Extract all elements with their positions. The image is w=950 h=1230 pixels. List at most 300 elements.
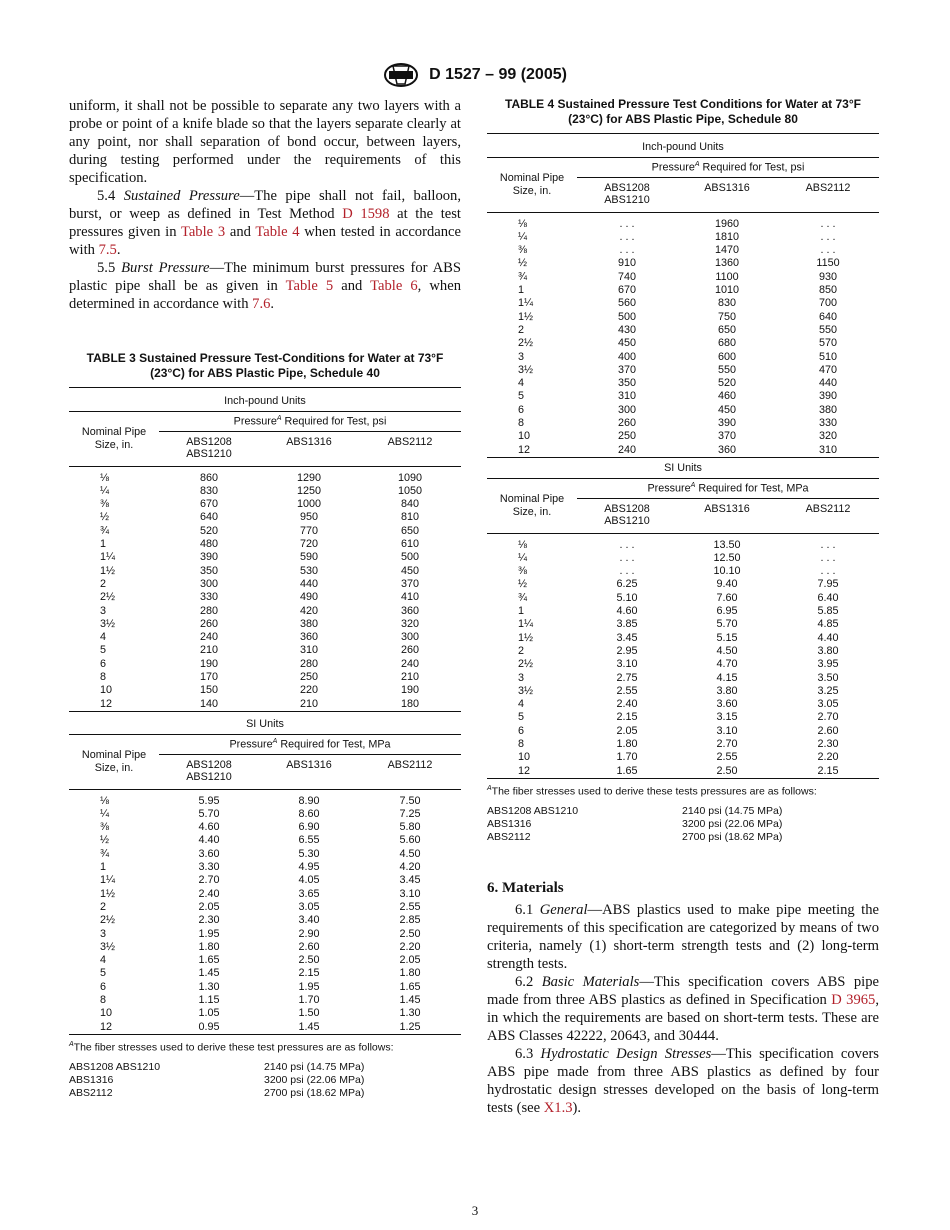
pressure-cell: 720	[299, 538, 318, 551]
table-row	[487, 592, 879, 605]
pressure-cell: 250	[299, 671, 318, 684]
pipe-size-cell: 1	[100, 538, 107, 551]
pressure-cell: 4.85	[817, 618, 839, 631]
para-text: , in which the requirements are based on short-term tests. These are ABS Classes 42222, 20643, and 30444.	[487, 992, 879, 1045]
link-table3[interactable]: Table 3	[180, 224, 226, 240]
pipe-size-cell: 12	[518, 764, 531, 777]
col-header-abs2112: ABS2112	[387, 758, 433, 771]
pressure-cell: 810	[400, 511, 419, 524]
table-row	[69, 631, 461, 644]
size-header-line2: Size, in.	[512, 505, 552, 518]
pressure-cell: 260	[199, 617, 218, 630]
pressure-cell: 2.55	[616, 684, 638, 697]
pressure-cell: 2.90	[298, 927, 320, 940]
link-table6[interactable]: Table 6	[370, 278, 418, 294]
pipe-size-cell: 8	[100, 671, 107, 684]
pipe-size-cell: 10	[518, 430, 531, 443]
table-row	[487, 404, 879, 417]
pressure-cell: 1.05	[198, 1007, 220, 1020]
pressure-cell: 310	[617, 390, 636, 403]
col-header-abs1316: ABS1316	[704, 502, 750, 515]
paragraph-5-5	[69, 259, 461, 313]
link-d1598[interactable]: D 1598	[342, 206, 390, 222]
table4-footnote	[487, 785, 879, 798]
pressure-cell: 13.50	[713, 538, 741, 551]
pressure-cell: 2.05	[616, 724, 638, 737]
footnote-text: The fiber stresses used to derive these test pressures are as follows:	[73, 1041, 394, 1054]
page-header	[0, 62, 950, 88]
para-text: , when determined in accordance with	[69, 278, 461, 312]
col-header-abs2112: ABS2112	[387, 435, 433, 448]
pipe-size-cell: 4	[518, 698, 525, 711]
table-3	[69, 351, 461, 1100]
pressure-cell: . . .	[820, 244, 836, 257]
table3-caption-2: (23°C) for ABS Plastic Pipe, Schedule 40	[150, 366, 380, 380]
table-row	[69, 671, 461, 684]
pressure-cell: 1250	[296, 484, 322, 497]
table-row	[487, 271, 879, 284]
para-text: and	[333, 278, 371, 294]
pressure-cell: . . .	[820, 230, 836, 243]
pressure-cell: 3.65	[298, 887, 320, 900]
pipe-size-cell: ½	[100, 834, 110, 847]
pressure-cell: 330	[818, 417, 837, 430]
section-6	[487, 880, 879, 1117]
table-row	[69, 901, 461, 914]
col-header-abs2112: ABS2112	[805, 502, 851, 515]
pressure-cell: 590	[299, 551, 318, 564]
pipe-size-cell: 1½	[518, 310, 534, 323]
pressure-cell: 320	[400, 617, 419, 630]
para-title: General	[539, 902, 588, 919]
table-row	[69, 888, 461, 901]
pipe-size-cell: ⅛	[100, 794, 110, 807]
table-row	[487, 364, 879, 377]
pressure-cell: 4.05	[298, 874, 320, 887]
pressure-cell: 300	[400, 631, 419, 644]
col-header-abs1210: ABS1210	[186, 770, 232, 783]
pressure-cell: 500	[617, 310, 636, 323]
pipe-size-cell: ¼	[518, 551, 528, 564]
pressure-cell: 5.85	[817, 605, 839, 618]
pressure-cell: . . .	[619, 538, 635, 551]
pressure-cell: . . .	[820, 538, 836, 551]
table-row	[487, 231, 879, 244]
col-header-abs1316: ABS1316	[704, 181, 750, 194]
pressure-cell: 4.60	[616, 605, 638, 618]
pressure-cell: 210	[299, 697, 318, 710]
table-row	[69, 485, 461, 498]
table-row	[487, 711, 879, 724]
pressure-cell: 2.70	[817, 711, 839, 724]
pressure-cell: 570	[818, 337, 837, 350]
pressure-cell: 1.45	[198, 967, 220, 980]
pressure-cell: 250	[617, 430, 636, 443]
pressure-cell: 700	[818, 297, 837, 310]
pressure-cell: 4.20	[399, 861, 421, 874]
pipe-size-cell: 10	[100, 1007, 113, 1020]
table-row	[487, 751, 879, 764]
pressure-cell: 8.60	[298, 807, 320, 820]
pipe-size-cell: 2½	[100, 914, 116, 927]
table-row	[69, 848, 461, 861]
footnote-mark: A	[69, 1040, 74, 1048]
pressure-cell: 2.40	[198, 887, 220, 900]
pressure-cell: 950	[299, 511, 318, 524]
pipe-size-cell: ⅜	[100, 498, 110, 511]
table-4	[487, 97, 879, 844]
table3-footnote-list	[69, 1061, 461, 1100]
pressure-cell: 170	[199, 671, 218, 684]
pressure-cell: 3.05	[298, 900, 320, 913]
link-d3965[interactable]: D 3965	[831, 992, 876, 1009]
table-row	[487, 244, 879, 257]
fiber-stress: 3200 psi (22.06 MPa)	[682, 818, 783, 831]
link-x1-3[interactable]: X1.3	[543, 1100, 573, 1117]
pressure-cell: 300	[617, 403, 636, 416]
para-text: —ABS plastics used to make pipe meeting the requirements of this specification are categorized by means of two criteria, namely (1) short-term strength tests and (2) long-term strength tests.	[487, 902, 879, 973]
table-row	[487, 685, 879, 698]
pipe-size-cell: 3½	[518, 363, 534, 376]
pipe-size-cell: ⅛	[518, 217, 528, 230]
pipe-size-cell: 2½	[518, 658, 534, 671]
link-7-6[interactable]: 7.6	[252, 296, 271, 312]
table-row	[69, 1007, 461, 1020]
table-row	[69, 538, 461, 551]
pressure-cell: 240	[617, 443, 636, 456]
size-header-line2: Size, in.	[512, 184, 552, 197]
pressure-cell: 440	[299, 577, 318, 590]
table-row	[487, 565, 879, 578]
para-text: —This specification covers ABS pipe made from three ABS plastics as defined in Specification	[487, 974, 879, 1009]
footnote-item	[487, 818, 879, 831]
pressure-cell: 390	[199, 551, 218, 564]
pressure-cell: 610	[400, 538, 419, 551]
pressure-cell: 310	[818, 443, 837, 456]
col-header-abs1210: ABS1210	[186, 447, 232, 460]
pressure-cell: 440	[818, 377, 837, 390]
col-header-abs1210: ABS1210	[604, 193, 650, 206]
pressure-cell: 3.45	[616, 631, 638, 644]
pipe-size-cell: ½	[100, 511, 110, 524]
pressure-cell: . . .	[820, 217, 836, 230]
table-row	[487, 284, 879, 297]
size-header	[69, 734, 159, 789]
pressure-cell: 860	[199, 471, 218, 484]
pipe-size-cell: 10	[100, 684, 113, 697]
pressure-cell: 1.95	[198, 927, 220, 940]
table-row	[487, 578, 879, 591]
table-row	[69, 498, 461, 511]
units-label: SI Units	[664, 461, 702, 474]
pressure-cell: 1290	[296, 471, 322, 484]
units-label: Inch-pound Units	[642, 141, 724, 153]
pipe-size-cell: 1½	[100, 564, 116, 577]
col-header-abs1208	[159, 431, 259, 448]
table4-psi-body	[487, 212, 879, 457]
pressure-cell: 670	[617, 284, 636, 297]
pressure-cell: 2.40	[616, 698, 638, 711]
pressure-cell: 450	[400, 564, 419, 577]
pressure-cell: . . .	[619, 217, 635, 230]
footnote-mark: A	[487, 784, 492, 792]
table-row	[487, 257, 879, 270]
footnote-mark: A	[272, 737, 278, 745]
table-row	[69, 834, 461, 847]
pressure-header	[577, 478, 879, 498]
pipe-size-cell: 1½	[100, 887, 116, 900]
table-row	[69, 618, 461, 631]
pressure-cell: 360	[717, 443, 736, 456]
pressure-cell: 0.95	[198, 1020, 220, 1033]
pressure-cell: . . .	[820, 565, 836, 578]
table-row	[69, 1021, 461, 1035]
pipe-size-cell: 8	[518, 737, 525, 750]
table-row	[69, 808, 461, 821]
footnote-item	[487, 805, 879, 818]
pressure-cell: 300	[199, 577, 218, 590]
table-row	[487, 645, 879, 658]
pressure-cell: 6.55	[298, 834, 320, 847]
table-row	[69, 914, 461, 927]
col-header-abs1316: ABS1316	[286, 435, 332, 448]
size-header	[487, 158, 577, 213]
table4-mpa	[487, 457, 879, 779]
pipe-size-cell: 12	[100, 697, 113, 710]
pressure-cell: 850	[818, 284, 837, 297]
pressure-cell: 2.60	[817, 724, 839, 737]
pressure-cell: 3.15	[716, 711, 738, 724]
pressure-cell: 550	[717, 363, 736, 376]
pressure-cell: 4.50	[716, 644, 738, 657]
table3-mpa-body	[69, 789, 461, 1034]
pressure-cell: 7.95	[817, 578, 839, 591]
pipe-size-cell: 1½	[518, 631, 534, 644]
para-title: Sustained Pressure	[123, 188, 240, 204]
pressure-cell: 520	[717, 377, 736, 390]
table4-caption-1: TABLE 4 Sustained Pressure Test Conditions for Water at 73°F	[505, 97, 861, 111]
material-class: ABS1316	[487, 818, 532, 831]
pressure-cell: 360	[400, 604, 419, 617]
pressure-cell: 2.50	[298, 954, 320, 967]
para-text: —The pipe shall not fail, balloon, burst, or weep as defined in Test Method	[69, 188, 461, 222]
material-class: ABS1316	[69, 1074, 114, 1087]
pressure-cell: 1.70	[616, 751, 638, 764]
pressure-cell: 840	[400, 498, 419, 511]
table-row	[69, 941, 461, 954]
pressure-cell: 370	[617, 363, 636, 376]
size-header-line1: Nominal Pipe	[81, 425, 147, 438]
footnote-item	[69, 1087, 461, 1100]
pressure-cell: 2.60	[298, 940, 320, 953]
table-row	[69, 861, 461, 874]
pressure-cell: 4.15	[716, 671, 738, 684]
table-row	[487, 618, 879, 631]
link-table5[interactable]: Table 5	[285, 278, 334, 294]
pipe-size-cell: 3½	[100, 940, 116, 953]
paragraph-5-3-cont: uniform, it shall not be possible to separate any two layers with a probe or point of a knife blade so that the layers separate clearly at any point, nor shall separation of bond occur, between layers, during testing performed under the requirements of this specification.	[69, 98, 461, 186]
footnote-mark: A	[690, 481, 696, 489]
pressure-cell: 1050	[397, 484, 423, 497]
col-header-abs1208: ABS1208	[604, 502, 650, 515]
table4-caption-2: (23°C) for ABS Plastic Pipe, Schedule 80	[568, 112, 798, 126]
pressure-cell: 2.95	[616, 644, 638, 657]
pressure-cell: 1360	[714, 257, 740, 270]
para-title: Basic Materials	[541, 974, 640, 991]
pressure-word: Pressure	[651, 161, 695, 174]
pressure-cell: 600	[717, 350, 736, 363]
pressure-cell: 5.10	[616, 591, 638, 604]
pressure-cell: . . .	[619, 230, 635, 243]
pipe-size-cell: 1	[518, 605, 525, 618]
pressure-cell: 650	[400, 524, 419, 537]
pressure-rest: Required for Test, psi	[281, 415, 387, 428]
pressure-cell: 6.40	[817, 591, 839, 604]
pressure-cell: 210	[199, 644, 218, 657]
pressure-rest: Required for Test, MPa	[277, 738, 391, 751]
pipe-size-cell: ¼	[100, 807, 110, 820]
pressure-word: Pressure	[229, 738, 273, 751]
pipe-size-cell: 5	[518, 390, 525, 403]
pipe-size-cell: ¾	[518, 270, 528, 283]
para-title: Hydrostatic Design Stresses	[540, 1046, 712, 1063]
pressure-cell: 530	[299, 564, 318, 577]
material-class: ABS1208 ABS1210	[69, 1061, 161, 1074]
pipe-size-cell: 3	[518, 671, 525, 684]
table-row	[487, 533, 879, 552]
fiber-stress: 2140 psi (14.75 MPa)	[264, 1061, 365, 1074]
pressure-word: Pressure	[647, 482, 691, 495]
pressure-cell: 1.50	[298, 1007, 320, 1020]
pressure-cell: 450	[617, 337, 636, 350]
link-table4[interactable]: Table 4	[255, 224, 300, 240]
table-row	[69, 789, 461, 808]
pressure-cell: 310	[299, 644, 318, 657]
pipe-size-cell: 6	[518, 724, 525, 737]
para-num: 5.5	[97, 260, 116, 276]
pressure-cell: 1.45	[399, 993, 421, 1006]
pressure-cell: 3.50	[817, 671, 839, 684]
pressure-cell: 3.30	[198, 861, 220, 874]
pressure-cell: 5.80	[399, 821, 421, 834]
pressure-cell: 7.60	[716, 591, 738, 604]
size-header	[69, 412, 159, 467]
pipe-size-cell: 1¼	[518, 618, 534, 631]
table-row	[69, 698, 461, 711]
table-row	[487, 444, 879, 457]
pipe-size-cell: 2½	[100, 591, 116, 604]
pipe-size-cell: 4	[100, 954, 107, 967]
table-row	[69, 591, 461, 604]
pressure-cell: 2.75	[616, 671, 638, 684]
paragraph-6-2	[487, 973, 879, 1045]
pressure-cell: 1000	[296, 498, 322, 511]
table-row	[69, 967, 461, 980]
pressure-cell: 2.30	[817, 737, 839, 750]
pressure-cell: 830	[199, 484, 218, 497]
table-row	[487, 337, 879, 350]
pressure-cell: 330	[199, 591, 218, 604]
pressure-cell: 1.70	[298, 993, 320, 1006]
table-row	[487, 212, 879, 231]
table3-footnote	[69, 1041, 461, 1054]
pipe-size-cell: 2½	[518, 337, 534, 350]
pressure-cell: 6.95	[716, 605, 738, 618]
pressure-cell: 260	[617, 417, 636, 430]
table-row	[487, 430, 879, 443]
table3-psi	[69, 387, 461, 711]
pressure-cell: 1.80	[198, 940, 220, 953]
pressure-cell: 2.55	[716, 751, 738, 764]
pressure-cell: 3.95	[817, 658, 839, 671]
table-row	[69, 578, 461, 591]
size-header-line1: Nominal Pipe	[81, 748, 147, 761]
pressure-cell: 430	[617, 323, 636, 336]
pressure-cell: 3.25	[817, 684, 839, 697]
pressure-cell: 280	[199, 604, 218, 617]
paragraph-6-3	[487, 1045, 879, 1117]
pressure-cell: 650	[717, 323, 736, 336]
para-text: .	[116, 242, 121, 258]
pressure-cell: 750	[717, 310, 736, 323]
size-header-line1: Nominal Pipe	[499, 492, 565, 505]
pressure-cell: 1.65	[198, 954, 220, 967]
astm-logo-icon	[383, 62, 419, 88]
pressure-cell: 1150	[816, 257, 840, 270]
pipe-size-cell: ½	[518, 257, 528, 270]
pressure-cell: 2.70	[198, 874, 220, 887]
pressure-cell: 380	[299, 617, 318, 630]
pressure-cell: 6.90	[298, 821, 320, 834]
size-header-line2: Size, in.	[94, 761, 134, 774]
table-row	[69, 525, 461, 538]
pressure-cell: 1960	[714, 217, 740, 230]
para-num: 6.1	[515, 902, 534, 919]
pressure-cell: 390	[818, 390, 837, 403]
pipe-size-cell: 1¼	[100, 551, 116, 564]
footnote-item	[69, 1061, 461, 1074]
pressure-cell: . . .	[820, 551, 836, 564]
pressure-cell: 4.50	[399, 847, 421, 860]
pipe-size-cell: 2	[518, 644, 525, 657]
pressure-cell: 320	[818, 430, 837, 443]
pressure-cell: 6.25	[616, 578, 638, 591]
units-label: SI Units	[246, 717, 284, 730]
pipe-size-cell: 8	[518, 417, 525, 430]
pressure-cell: 640	[199, 511, 218, 524]
table-row	[69, 994, 461, 1007]
pressure-cell: 220	[299, 684, 318, 697]
table-row	[69, 551, 461, 564]
fiber-stress: 2700 psi (18.62 MPa)	[264, 1087, 365, 1100]
pipe-size-cell: ¼	[100, 484, 110, 497]
pressure-cell: 2.20	[399, 940, 421, 953]
pressure-header	[577, 158, 879, 178]
material-class: ABS2112	[487, 831, 531, 844]
para-num: 5.4	[97, 188, 116, 204]
table-row	[69, 684, 461, 697]
material-class: ABS2112	[69, 1087, 113, 1100]
pressure-cell: 240	[199, 631, 218, 644]
pipe-size-cell: 1	[518, 284, 525, 297]
link-7-5[interactable]: 7.5	[98, 242, 117, 258]
pressure-cell: 2.05	[399, 954, 421, 967]
paragraph-6-1	[487, 901, 879, 973]
footnote-item	[487, 831, 879, 844]
footnote-text: The fiber stresses used to derive these tests pressures are as follows:	[491, 785, 817, 798]
pipe-size-cell: ¾	[100, 524, 110, 537]
pressure-cell: 2.85	[399, 914, 421, 927]
